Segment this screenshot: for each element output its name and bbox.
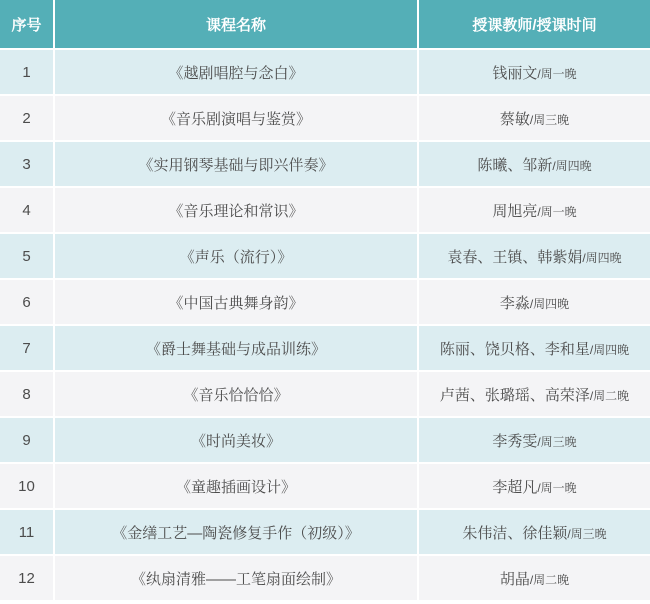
- row-serial-number: 11: [0, 509, 54, 555]
- course-name: 《时尚美妆》: [54, 417, 418, 463]
- teacher-time: [418, 509, 650, 555]
- teacher-name: 卢茜、张璐瑶、高荣泽: [439, 386, 590, 404]
- teacher-name: 陈丽、饶贝格、李和星: [439, 340, 590, 358]
- row-serial-number: 1: [0, 49, 54, 95]
- row-serial-number: 4: [0, 187, 54, 233]
- teacher-time: [418, 49, 650, 95]
- course-name: 《纨扇清雅——工笔扇面绘制》: [54, 555, 418, 600]
- class-time: /周一晚: [537, 480, 577, 495]
- teacher-time: [418, 555, 650, 600]
- table-row: [0, 233, 650, 279]
- teacher-name: 蔡敏: [499, 110, 530, 128]
- teacher-time: [418, 95, 650, 141]
- class-time: /周二晚: [589, 388, 630, 403]
- course-name: 《音乐剧演唱与鉴赏》: [54, 95, 418, 141]
- teacher-name: 袁春、王镇、韩紫娟: [447, 248, 583, 266]
- teacher-name: 李超凡: [492, 478, 538, 496]
- teacher-time: [418, 279, 650, 325]
- teacher-name: 钱丽文: [492, 64, 538, 82]
- table-row: [0, 279, 650, 325]
- row-serial-number: 8: [0, 371, 54, 417]
- header-serial-number: 序号: [0, 0, 54, 49]
- teacher-name: 李秀雯: [492, 432, 538, 450]
- class-time: /周四晚: [582, 250, 622, 265]
- table-row: [0, 555, 650, 600]
- row-serial-number: 2: [0, 95, 54, 141]
- header-teacher-time: 授课教师/授课时间: [418, 0, 650, 49]
- header-row: [0, 0, 650, 49]
- teacher-name: 陈曦、邹新: [477, 156, 553, 174]
- class-time: /周四晚: [529, 296, 570, 311]
- class-time: /周一晚: [537, 204, 577, 219]
- table-row: [0, 325, 650, 371]
- table-row: [0, 95, 650, 141]
- table-row: [0, 187, 650, 233]
- course-name: 《金缮工艺—陶瓷修复手作（初级）》: [54, 509, 418, 555]
- course-name: 《音乐理论和常识》: [54, 187, 418, 233]
- course-name: 《音乐恰恰恰》: [54, 371, 418, 417]
- teacher-time: [418, 233, 650, 279]
- course-name: 《声乐（流行）》: [54, 233, 418, 279]
- course-name: 《中国古典舞身韵》: [54, 279, 418, 325]
- table-row: [0, 49, 650, 95]
- class-time: /周三晚: [537, 434, 577, 449]
- table-row: [0, 463, 650, 509]
- header-course-name: 课程名称: [54, 0, 418, 49]
- class-time: /周一晚: [537, 66, 577, 81]
- teacher-name: 朱伟洁、徐佳颖: [462, 524, 568, 542]
- teacher-name: 周旭亮: [492, 202, 538, 220]
- teacher-name: 李淼: [499, 294, 530, 312]
- row-serial-number: 10: [0, 463, 54, 509]
- teacher-time: [418, 141, 650, 187]
- class-time: /周三晚: [567, 526, 607, 541]
- row-serial-number: 9: [0, 417, 54, 463]
- row-serial-number: 12: [0, 555, 54, 600]
- class-time: /周四晚: [589, 342, 630, 357]
- class-time: /周二晚: [529, 572, 570, 587]
- course-name: 《爵士舞基础与成品训练》: [54, 325, 418, 371]
- table-row: [0, 417, 650, 463]
- table-row: [0, 141, 650, 187]
- teacher-time: [418, 325, 650, 371]
- table-row: [0, 371, 650, 417]
- class-time: /周三晚: [529, 112, 570, 127]
- class-time: /周四晚: [552, 158, 592, 173]
- teacher-time: [418, 463, 650, 509]
- teacher-time: [418, 187, 650, 233]
- row-serial-number: 6: [0, 279, 54, 325]
- teacher-time: [418, 417, 650, 463]
- table-row: [0, 509, 650, 555]
- row-serial-number: 5: [0, 233, 54, 279]
- row-serial-number: 3: [0, 141, 54, 187]
- course-name: 《童趣插画设计》: [54, 463, 418, 509]
- course-name: 《实用钢琴基础与即兴伴奏》: [54, 141, 418, 187]
- teacher-name: 胡晶: [499, 570, 530, 588]
- course-name: 《越剧唱腔与念白》: [54, 49, 418, 95]
- row-serial-number: 7: [0, 325, 54, 371]
- teacher-time: [418, 371, 650, 417]
